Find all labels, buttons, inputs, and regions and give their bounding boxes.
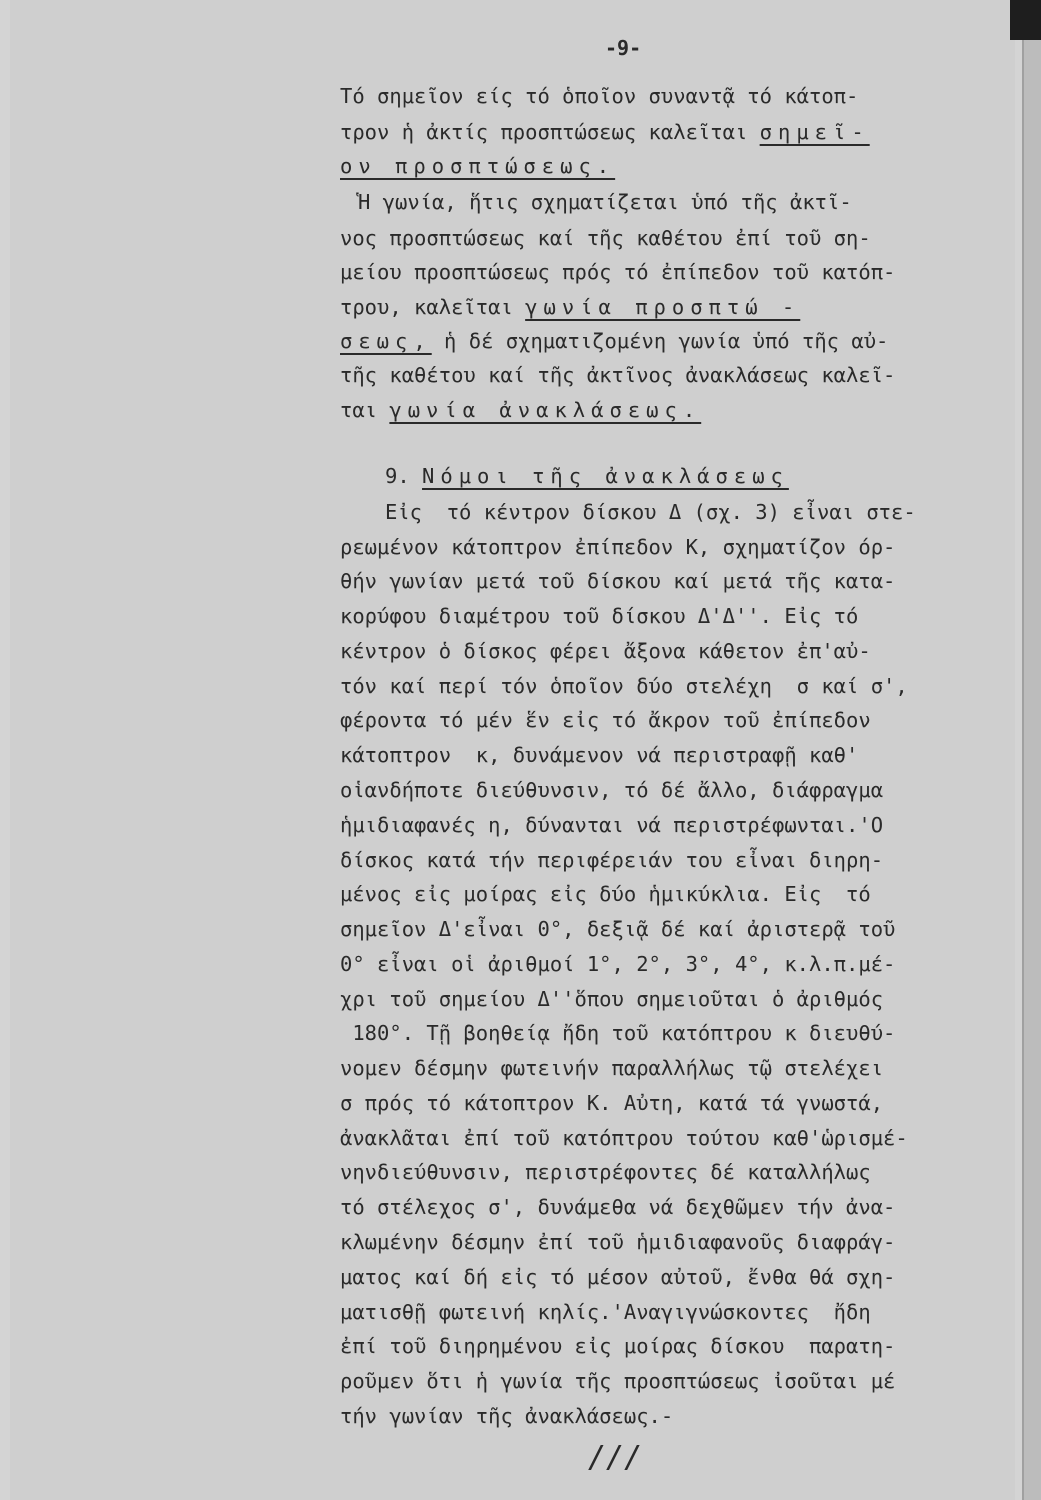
text-line: νηνδιεύθυνσιν, περιστρέφοντες δέ καταλλήλως [340,1160,871,1184]
text-line: ματος καί δή εἰς τό μέσον αὐτοῦ, ἔνθα θά σχη- [340,1265,896,1289]
text-line: κλωμένην δέσμην ἐπί τοῦ ἡμιδιαφανοῦς διαφράγ- [340,1230,896,1254]
text-line: ται γωνία ἀνακλάσεως. [340,398,702,422]
term-underlined: γωνία ἀνακλάσεως. [389,398,702,422]
text-line: Ἡ γωνία, ἥτις σχηματίζεται ὑπό τῆς ἀκτῖ- [358,190,852,214]
footer-mark: /// [588,1440,643,1475]
section-title: Νόμοι τῆς ἀνακλάσεως [422,464,789,488]
page-number: -9- [605,36,642,60]
text-line: Εἰς τό κέντρον δίσκου Δ (σχ. 3) εἶναι στε- [385,500,916,524]
text-line: φέροντα τό μέν ἕν εἰς τό ἄκρον τοῦ ἐπίπεδον [340,708,871,732]
text-line: οἱανδήποτε διεύθυνσιν, τό δέ ἄλλο, διάφραγμα [340,778,884,802]
text-line: 180°. Τῇ βοηθείᾳ ἤδη τοῦ κατόπτρου κ διευθύ- [340,1021,896,1045]
text-line: κορύφου διαμέτρου τοῦ δίσκου Δ'Δ''. Εἰς τό [340,604,859,628]
text-line: νος προσπτώσεως καί τῆς καθέτου ἐπί τοῦ ση- [340,226,871,250]
text-line: χρι τοῦ σημείου Δ''ὅπου σημειοῦται ὁ ἀριθμός [340,987,884,1011]
text-line: σ πρός τό κάτοπτρον Κ. Αὐτη, κατά τά γνωστά, [340,1091,884,1115]
text-line: Τό σημεῖον είς τό ὁποῖον συναντᾷ τό κάτοπ- [340,84,859,108]
text-line [340,156,615,177]
text-line: θήν γωνίαν μετά τοῦ δίσκου καί μετά τῆς κατα- [340,569,896,593]
text-line: κέντρον ὁ δίσκος φέρει ἄξονα κάθετον ἐπ'αὐ- [340,639,871,663]
text-line: σημεῖον Δ'εἶναι 0°, δεξιᾷ δέ καί ἀριστερᾷ τοῦ [340,917,896,941]
text-line: μείου προσπτώσεως πρός τό ἐπίπεδον τοῦ κατόπ- [340,260,896,284]
text-line: τήν γωνίαν τῆς ἀνακλάσεως.- [340,1404,674,1428]
text-line: τῆς καθέτου καί τῆς ἀκτῖνος ἀνακλάσεως καλεῖ- [340,363,896,387]
text-line: δίσκος κατά τήν περιφέρειάν του εἶναι διηρη- [340,848,884,872]
text-line: ματισθῇ φωτεινή κηλίς.'Αναγιγνώσκοντες ἤδη [340,1300,871,1324]
text-line: μένος εἰς μοίρας εἰς δύο ἡμικύκλια. Εἰς τό [340,882,871,906]
text-line: τό στέλεχος σ', δυνάμεθα νά δεχθῶμεν τήν ἀνα- [340,1195,896,1219]
text-line: τρον ἡ ἀκτίς προσπτώσεως καλεῖται σημεῖ- [340,120,870,144]
binding-edge-right [1022,40,1041,1500]
term-underlined: γωνία προσπτώ - [525,295,801,319]
binding-edge-top [1010,0,1041,40]
text-line: σεως, ἡ δέ σχηματιζομένη γωνία ὑπό τῆς αὐ- [340,329,889,353]
text-line: νομεν δέσμην φωτεινήν παραλλήλως τῷ στελέχει [340,1056,884,1080]
text-line: τρου, καλεῖται γωνία προσπτώ - [340,295,801,319]
text-line: τόν καί περί τόν ὁποῖον δύο στελέχη σ καί σ', [340,674,908,698]
text-line: ἐπί τοῦ διηρημένου εἰς μοίρας δίσκου παρατη- [340,1334,896,1358]
section-number: 9. [385,464,423,488]
term-underlined: σεως, [340,329,432,353]
term-underlined: σημεῖ- [759,120,870,144]
text-line: ἡμιδιαφανές η, δύνανται νά περιστρέφωνται.'Ο [340,813,884,837]
text-line: ροῦμεν ὅτι ἡ γωνία τῆς προσπτώσεως ἰσοῦται μέ [340,1369,896,1393]
text-line: ρεωμένον κάτοπτρον ἐπίπεδον Κ, σχηματίζον όρ- [340,535,896,559]
section-heading [385,466,789,487]
text-line: 0° εἶναι οἱ ἀριθμοί 1°, 2°, 3°, 4°, κ.λ.π.μέ- [340,952,896,976]
term-underlined: ον προσπτώσεως. [340,154,616,178]
text-line: κάτοπτρον κ, δυνάμενον νά περιστραφῇ καθ' [340,743,859,767]
text-line: ἀνακλᾶται ἐπί τοῦ κατόπτρου τούτου καθ'ὡρισμέ- [340,1126,908,1150]
